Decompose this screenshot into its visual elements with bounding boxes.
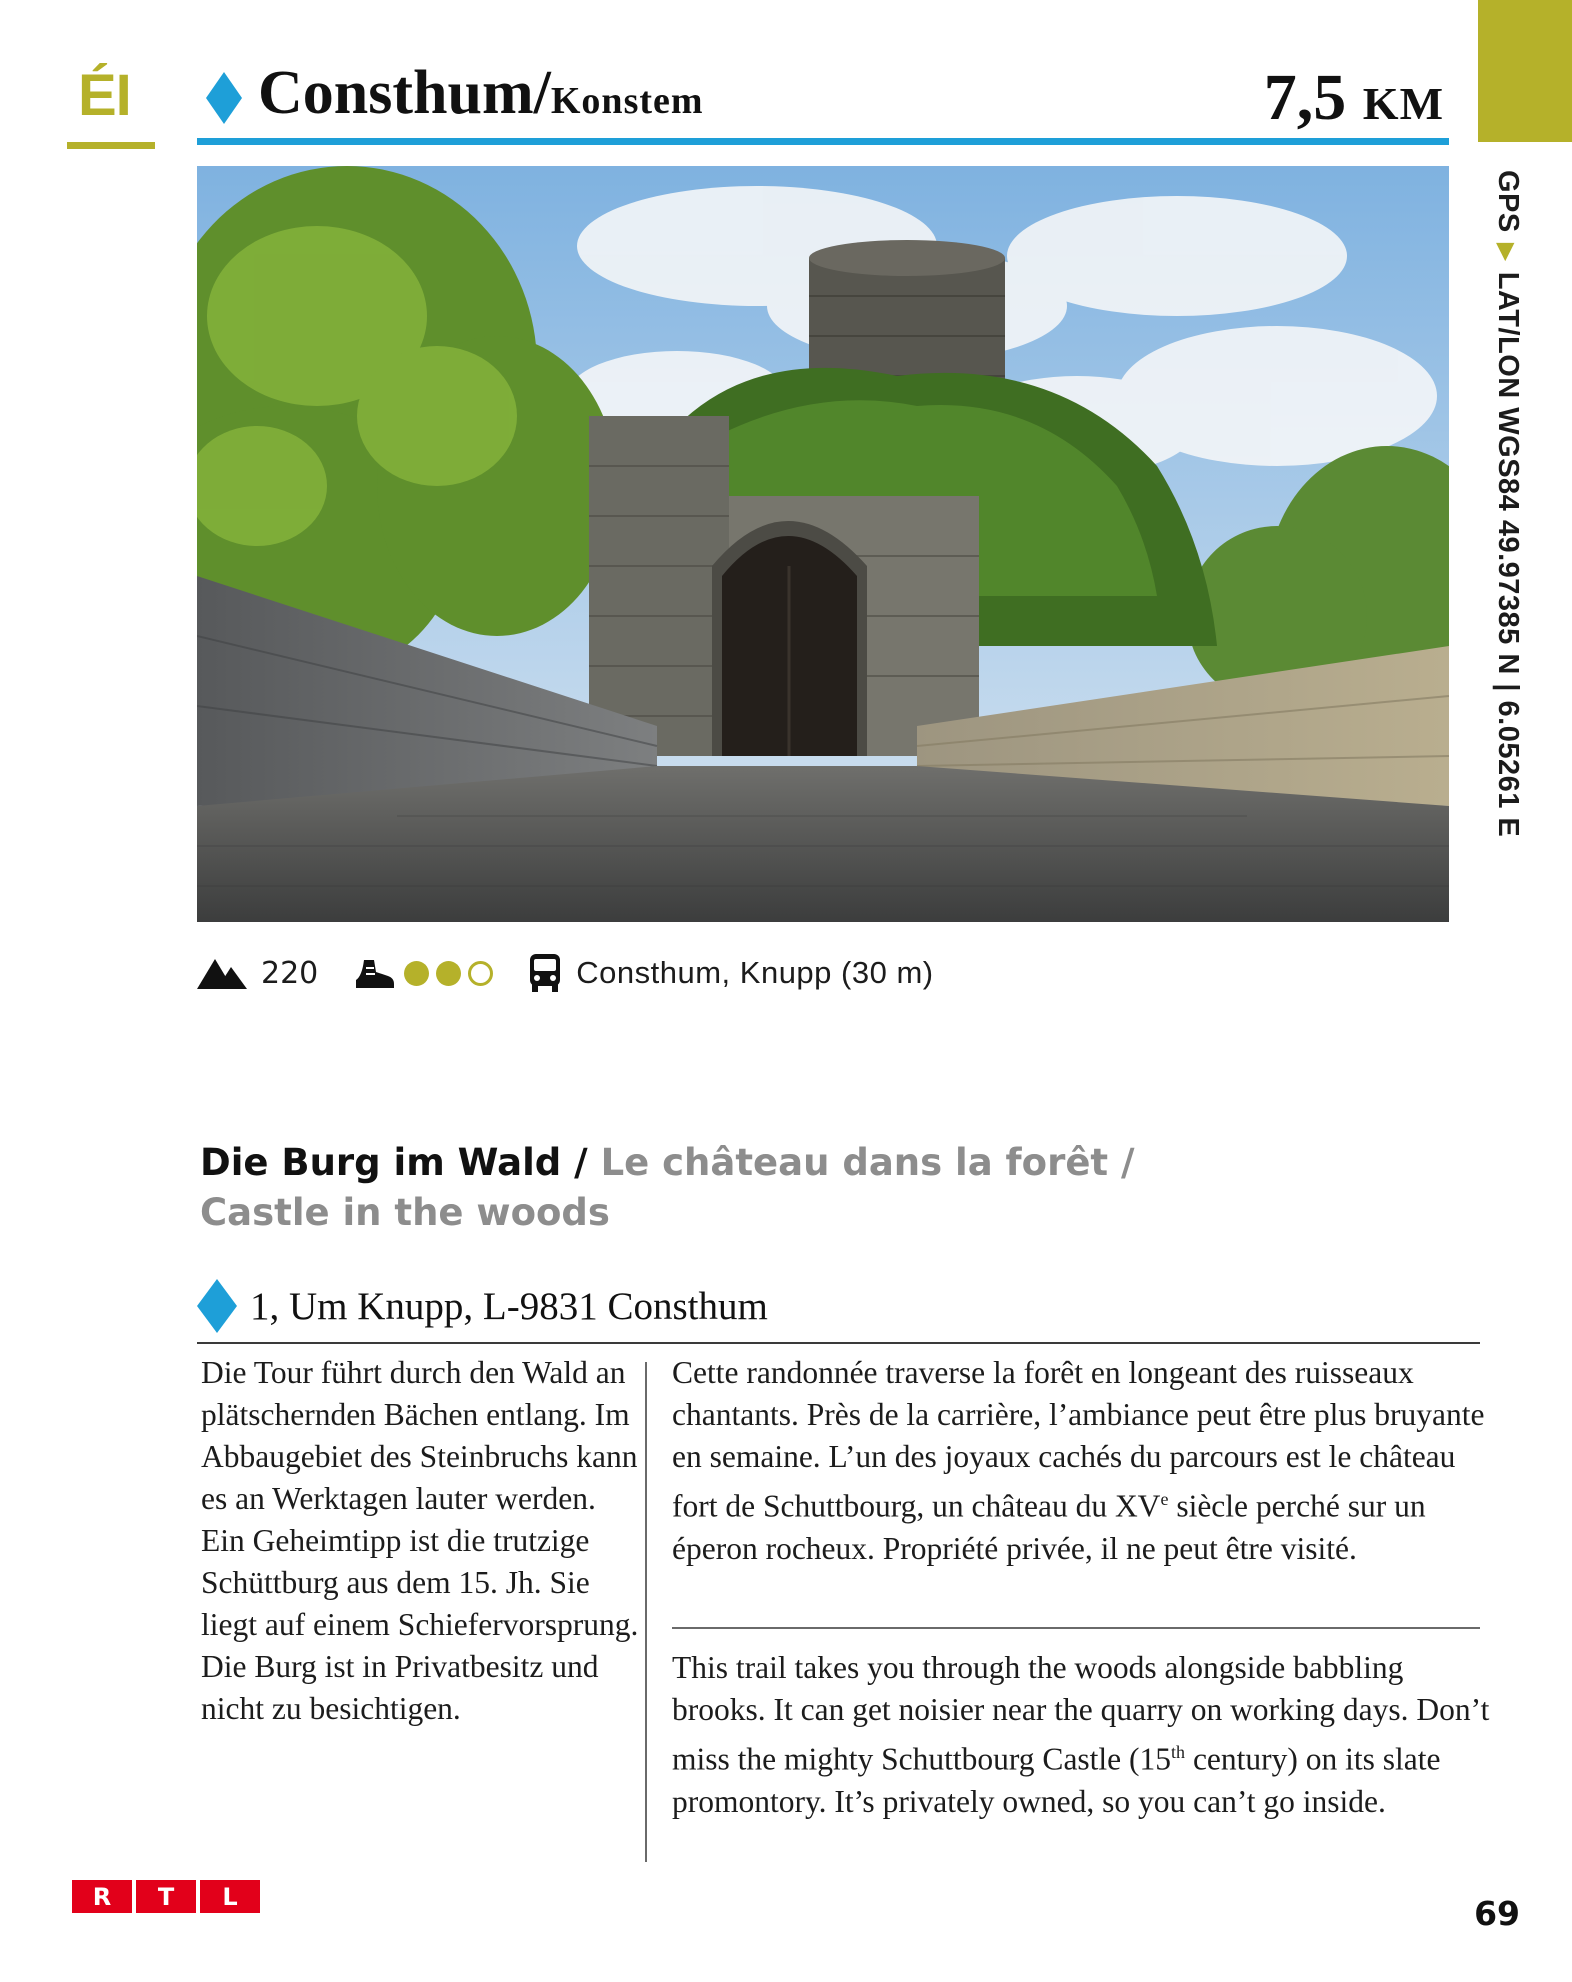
route-title <box>258 58 704 129</box>
corner-color-tab <box>1478 0 1572 142</box>
difficulty-dot <box>404 961 429 986</box>
route-title-main: Consthum <box>258 59 534 127</box>
description-en-sup: th <box>1171 1742 1186 1762</box>
header-rule <box>197 138 1449 145</box>
triangle-right-icon: ▶ <box>1493 242 1520 262</box>
difficulty-dot <box>468 961 493 986</box>
mountain-icon <box>197 957 247 989</box>
difficulty-dots <box>404 961 500 986</box>
rtl-logo-letter: T <box>136 1880 196 1913</box>
gps-label: GPS <box>1492 170 1524 233</box>
description-fr-after: siècle perché sur un éperon rocheux. Propriété privée, il ne peut être visité. <box>672 1488 1426 1566</box>
distance-unit: KM <box>1362 78 1444 129</box>
route-title-sub: Konstem <box>550 80 704 122</box>
region-code: ÉI <box>78 63 131 128</box>
diamond-icon <box>197 1279 237 1333</box>
subtitle-fr: Le château dans la forêt / <box>600 1141 1135 1184</box>
description-fr-before: Cette randonnée traverse la forêt en longeant des ruisseaux chantants. Près de la carrière, l’ambiance peut être plus bruyante en semaine. L’un des joyaux cachés du parcours est le château fort de Schuttbourg, un château du XV <box>672 1355 1485 1524</box>
description-en-after: century) on its slate promontory. It’s privately owned, so you can’t go inside. <box>672 1741 1441 1819</box>
subtitle-en: Castle in the woods <box>200 1191 610 1234</box>
description-en <box>672 1647 1492 1823</box>
gps-coordinates <box>1491 170 1524 837</box>
column-divider <box>645 1362 647 1862</box>
rtl-logo <box>72 1880 260 1913</box>
description-fr <box>672 1352 1492 1570</box>
gps-text: LAT/LON WGS84 49.97385 N | 6.05261 E <box>1492 271 1524 838</box>
route-subtitle <box>200 1138 1300 1238</box>
region-underline <box>67 142 155 149</box>
distance-value: 7,5 <box>1263 61 1347 134</box>
description-en-before: This trail takes you through the woods alongside babbling brooks. It can get noisier near the quarry on working days. Don’t miss the mighty Schuttbourg Castle (15 <box>672 1650 1490 1777</box>
route-distance <box>1264 60 1444 136</box>
address-rule <box>197 1342 1480 1344</box>
hiking-boot-icon <box>354 958 394 988</box>
bus-stop: Consthum, Knupp (30 m) <box>576 955 934 990</box>
bus-icon <box>528 954 562 992</box>
start-address: 1, Um Knupp, L-9831 Consthum <box>250 1285 768 1328</box>
castle-photo <box>197 166 1449 922</box>
page-number: 69 <box>1474 1894 1520 1933</box>
description-fr-sup: e <box>1160 1489 1169 1509</box>
subtitle-de: Die Burg im Wald / <box>200 1141 601 1184</box>
difficulty-dot <box>436 961 461 986</box>
language-rule <box>672 1627 1480 1629</box>
route-title-separator: / <box>533 59 551 127</box>
route-info-row <box>197 948 934 998</box>
rtl-logo-letter: L <box>200 1880 260 1913</box>
rtl-logo-letter: R <box>72 1880 132 1913</box>
description-de: Die Tour führt durch den Wald an plätschernden Bächen entlang. Im Abbaugebiet des Steinbruchs kann es an Werktagen lauter werden. Ein Geheimtipp ist die trutzige Schüttburg aus dem 15. Jh. Sie liegt auf einem Schiefervorsprung. Die Burg ist in Privatbesitz und nicht zu besichtigen. <box>201 1355 639 1726</box>
elevation-value: 220 <box>261 955 319 991</box>
diamond-icon <box>206 72 242 124</box>
